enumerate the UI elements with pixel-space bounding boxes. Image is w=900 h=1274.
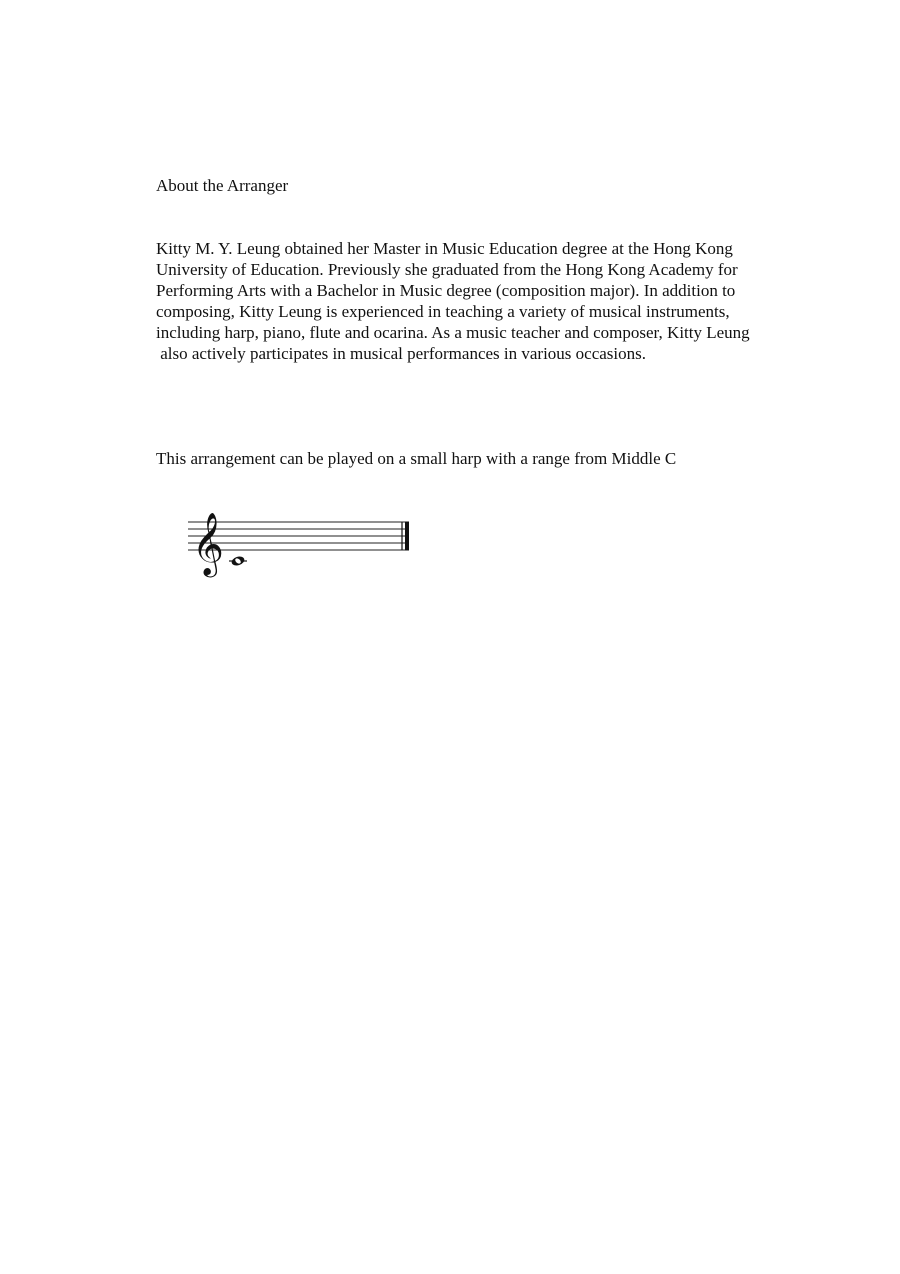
bio-line: composing, Kitty Leung is experienced in teaching a variety of musical instruments, [156,302,730,321]
range-notation-staff [186,500,426,580]
treble-clef-icon: 𝄞 [192,512,224,575]
bio-line: Performing Arts with a Bachelor in Music degree (composition major). In addition to [156,281,736,300]
arranger-bio [156,238,836,364]
bio-line: including harp, piano, flute and ocarina. As a music teacher and composer, Kitty Leung [156,323,750,342]
bio-line: also actively participates in musical performances in various occasions. [156,344,647,363]
bio-line: University of Education. Previously she graduated from the Hong Kong Academy for [156,260,738,279]
harp-range-note: This arrangement can be played on a small harp with a range from Middle C [156,449,677,468]
middle-c-whole-note [229,555,247,567]
bio-line: Kitty M. Y. Leung obtained her Master in Music Education degree at the Hong Kong [156,239,733,258]
section-heading: About the Arranger [156,176,289,195]
